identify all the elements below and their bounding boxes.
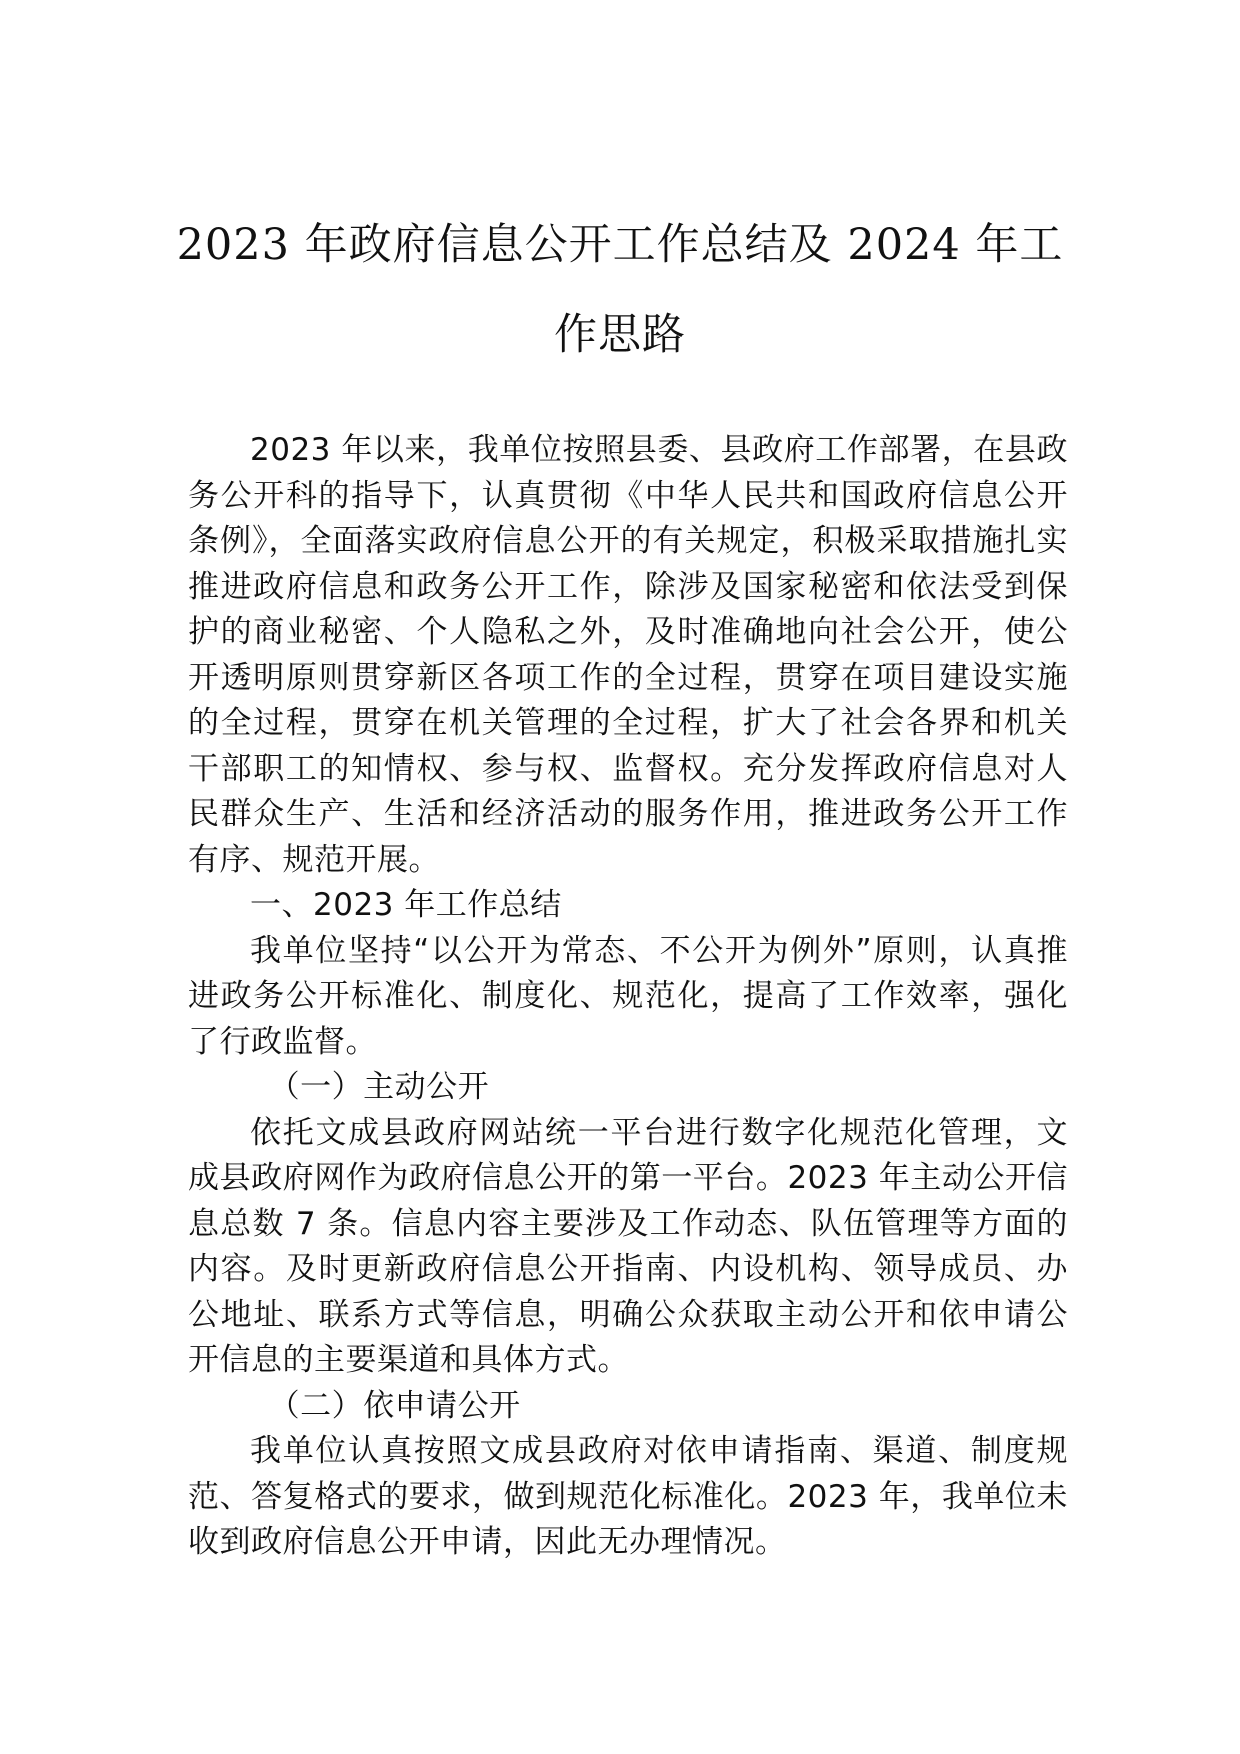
subsection-paragraph-1: 依托文成县政府网站统一平台进行数字化规范化管理，文成县政府网作为政府信息公开的第一平台。2023 年主动公开信息总数 7 条。信息内容主要涉及工作动态、队伍管理等方面的内容。及时更新政府信息公开指南、内设机构、领导成员、办公地址、联系方式等信息，明确公众获取主动公开和依申请公开信息的主要渠道和具体方式。 [188,1114,1068,1378]
subsection-paragraph-2: 我单位认真按照文成县政府对依申请指南、渠道、制度规范、答复格式的要求，做到规范化标准化。2023 年，我单位未收到政府信息公开申请，因此无办理情况。 [188,1433,1068,1560]
section-heading-1: 一、2023 年工作总结 [250,887,562,923]
intro-paragraph: 2023 年以来，我单位按照县委、县政府工作部署，在县政务公开科的指导下，认真贯彻《中华人民共和国政府信息公开条例》，全面落实政府信息公开的有关规定，积极采取措施扎实推进政府信息和政务公开工作，除涉及国家秘密和依法受到保护的商业秘密、个人隐私之外，及时准确地向社会公开，使公开透明原则贯穿新区各项工作的全过程，贯穿在项目建设实施的全过程，贯穿在机关管理的全过程，扩大了社会各界和机关干部职工的知情权、参与权、监督权。充分发挥政府信息对人民群众生产、生活和经济活动的服务作用，推进政务公开工作有序、规范开展。 [188,432,1068,878]
document-body [188,428,1068,1566]
subsection-heading-2: （二）依申请公开 [268,1387,521,1424]
title-line-1: 2023 年政府信息公开工作总结及 2024 年工 [176,220,1064,270]
section-paragraph-1: 我单位坚持“以公开为常态、不公开为例外”原则，认真推进政务公开标准化、制度化、规范化，提高了工作效率，强化了行政监督。 [188,932,1068,1060]
subsection-heading-1: （一）主动公开 [268,1069,490,1105]
title-line-2: 作思路 [554,310,686,360]
document-title [150,200,1090,380]
